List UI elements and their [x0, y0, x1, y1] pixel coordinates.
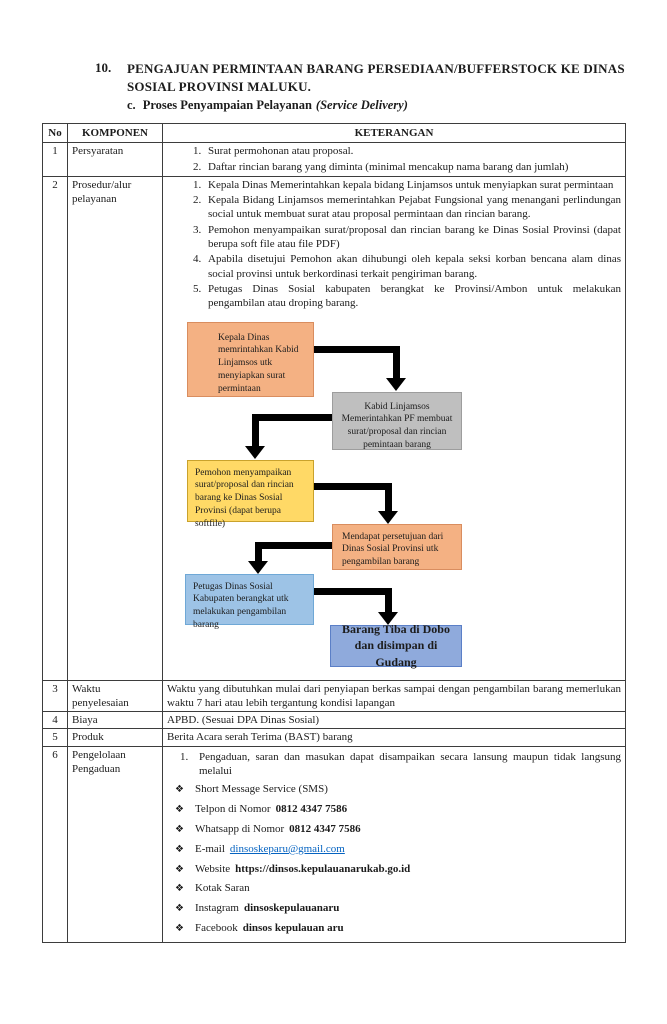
keterangan-cell [163, 176, 626, 680]
page-title: PENGAJUAN PERMINTAAN BARANG PERSEDIAAN/BUFFERSTOCK KE DINAS SOSIAL PROVINSI MALUKU. [127, 61, 625, 94]
channel-kotak-saran: ❖ Kotak Saran [175, 882, 250, 895]
arrow-down-icon [245, 446, 265, 459]
arrow-segment [252, 414, 259, 447]
diamond-bullet-icon: ❖ [175, 843, 184, 855]
arrow-segment [314, 483, 392, 490]
komponen-label: Waktu penyelesaian [68, 680, 163, 712]
diamond-bullet-icon: ❖ [175, 823, 184, 835]
keterangan-cell: Waktu yang dibutuhkan mulai dari penyiapan berkas sampai dengan pengambilan barang memerlukan waktu 7 hari atau lebih tergantung kondisi lapangan [163, 680, 626, 712]
complaint-channels-list [167, 782, 621, 935]
flow-box-petugas: Petugas Dinas Sosial Kabupaten berangkat utk melakukan pengambilan barang [185, 574, 314, 625]
diamond-bullet-icon: ❖ [175, 903, 184, 915]
channel-email: ❖ E-mail dinsoskeparu@gmail.com [175, 842, 345, 855]
persyaratan-item: 1. Surat permohonan atau proposal. [204, 144, 621, 158]
table-row-produk [43, 729, 626, 746]
subtitle-letter: c. [127, 98, 136, 113]
website-url: https://dinsos.kepulauanarukab.go.id [235, 862, 411, 875]
header-keterangan: KETERANGAN [163, 124, 626, 143]
channel-facebook: ❖ Facebook dinsos kepulauan aru [175, 921, 344, 934]
row-number: 2 [43, 176, 68, 680]
diamond-bullet-icon: ❖ [175, 922, 184, 934]
channel-instagram: ❖ Instagram dinsoskepulauanaru [175, 902, 340, 915]
header-no: No [43, 124, 68, 143]
arrow-segment [255, 542, 332, 549]
row-number: 5 [43, 729, 68, 746]
table-row-waktu [43, 680, 626, 712]
table-row-persyaratan [43, 143, 626, 177]
arrow-segment [252, 414, 332, 421]
subtitle-text: Proses Penyampaian Pelayanan [142, 98, 312, 113]
row-number: 1 [43, 143, 68, 177]
arrow-down-icon [248, 561, 268, 574]
arrow-segment [385, 588, 392, 613]
komponen-label: Persyaratan [68, 143, 163, 177]
channel-website: ❖ Website https://dinsos.kepulauanarukab.go.id [175, 862, 411, 875]
arrow-segment [385, 483, 392, 512]
row-number: 6 [43, 746, 68, 942]
instagram-handle: dinsoskepulauanaru [243, 902, 340, 915]
prosedur-item: 2. Kepala Bidang Linjamsos memerintahkan Pejabat Fungsional yang menangani perlindungan social untuk membuat surat atau proposal permintaan dan rincian barang. [204, 193, 621, 222]
phone-number: 0812 4347 7586 [275, 803, 348, 816]
flow-box-kabid-linjamsos: Kabid Linjamsos Memerintahkan PF membuat surat/proposal dan rincian pemintaan barang [332, 392, 462, 450]
prosedur-item: 1. Kepala Dinas Memerintahkan kepala bidang Linjamsos untuk menyiapkan surat permintaan [204, 178, 621, 192]
persyaratan-item: 2. Daftar rincian barang yang diminta (minimal mencakup nama barang dan jumlah) [204, 160, 621, 174]
arrow-down-icon [386, 378, 406, 391]
channel-telpon: ❖ Telpon di Nomor 0812 4347 7586 [175, 803, 348, 816]
process-flowchart [167, 315, 621, 679]
arrow-segment [314, 588, 385, 595]
channel-sms: ❖ Short Message Service (SMS) [175, 783, 328, 796]
komponen-label: Prosedur/alur pelayanan [68, 176, 163, 680]
keterangan-cell [163, 143, 626, 177]
table-row-pengaduan [43, 746, 626, 942]
flow-box-kepala-dinas: Kepala Dinas memrintahkan Kabid Linjamsos utk menyiapkan surat permintaan [187, 322, 314, 397]
diamond-bullet-icon: ❖ [175, 784, 184, 796]
prosedur-item: 3. Pemohon menyampaikan surat/proposal dan rincian barang ke Dinas Sosial Provinsi (dapat berupa soft file atau file PDF) [204, 223, 621, 252]
heading-number: 10. [95, 60, 112, 75]
table-row-prosedur [43, 176, 626, 680]
arrow-down-icon [378, 511, 398, 524]
arrow-segment [314, 346, 400, 353]
whatsapp-number: 0812 4347 7586 [289, 822, 361, 835]
komponen-label: Pengelolaan Pengaduan [68, 746, 163, 942]
arrow-segment [393, 346, 400, 379]
document-heading [95, 60, 635, 113]
diamond-bullet-icon: ❖ [175, 883, 184, 895]
table-row-biaya [43, 712, 626, 729]
komponen-label: Produk [68, 729, 163, 746]
row-number: 3 [43, 680, 68, 712]
arrow-segment [255, 542, 262, 562]
flow-box-pemohon: Pemohon menyampaikan surat/proposal dan rincian barang ke Dinas Sosial Provinsi (dapat berupa softfile) [187, 460, 314, 522]
komponen-label: Biaya [68, 712, 163, 729]
diamond-bullet-icon: ❖ [175, 804, 184, 816]
flow-box-barang-tiba: Barang Tiba di Dobo dan disimpan di Gudang [330, 625, 462, 667]
header-komponen: KOMPONEN [68, 124, 163, 143]
diamond-bullet-icon: ❖ [175, 863, 184, 875]
pengaduan-intro: 1. Pengaduan, saran dan masukan dapat disampaikan secara lansung maupun tidak langsung melalui [191, 750, 621, 779]
prosedur-item: 4. Apabila disetujui Pemohon akan dihubungi oleh kepala seksi korban bencana alam dinas social provinsi untuk berkordinasi terkait pengiriman barang. [204, 252, 621, 281]
channel-whatsapp: ❖ Whatsapp di Nomor 0812 4347 7586 [175, 822, 361, 835]
table-header-row [43, 124, 626, 143]
service-delivery-table [42, 123, 626, 943]
email-link[interactable]: dinsoskeparu@gmail.com [229, 842, 345, 855]
flow-box-persetujuan: Mendapat persetujuan dari Dinas Sosial Provinsi utk pengambilan barang [332, 524, 462, 570]
keterangan-cell: Berita Acara serah Terima (BAST) barang [163, 729, 626, 746]
prosedur-item: 5. Petugas Dinas Sosial kabupaten berangkat ke Provinsi/Ambon untuk melakukan pengambilan atau droping barang. [204, 282, 621, 311]
facebook-handle: dinsos kepulauan aru [242, 921, 344, 934]
section-subtitle [95, 98, 635, 113]
keterangan-cell [163, 746, 626, 942]
subtitle-italic: (Service Delivery) [315, 98, 408, 113]
keterangan-cell: APBD. (Sesuai DPA Dinas Sosial) [163, 712, 626, 729]
row-number: 4 [43, 712, 68, 729]
